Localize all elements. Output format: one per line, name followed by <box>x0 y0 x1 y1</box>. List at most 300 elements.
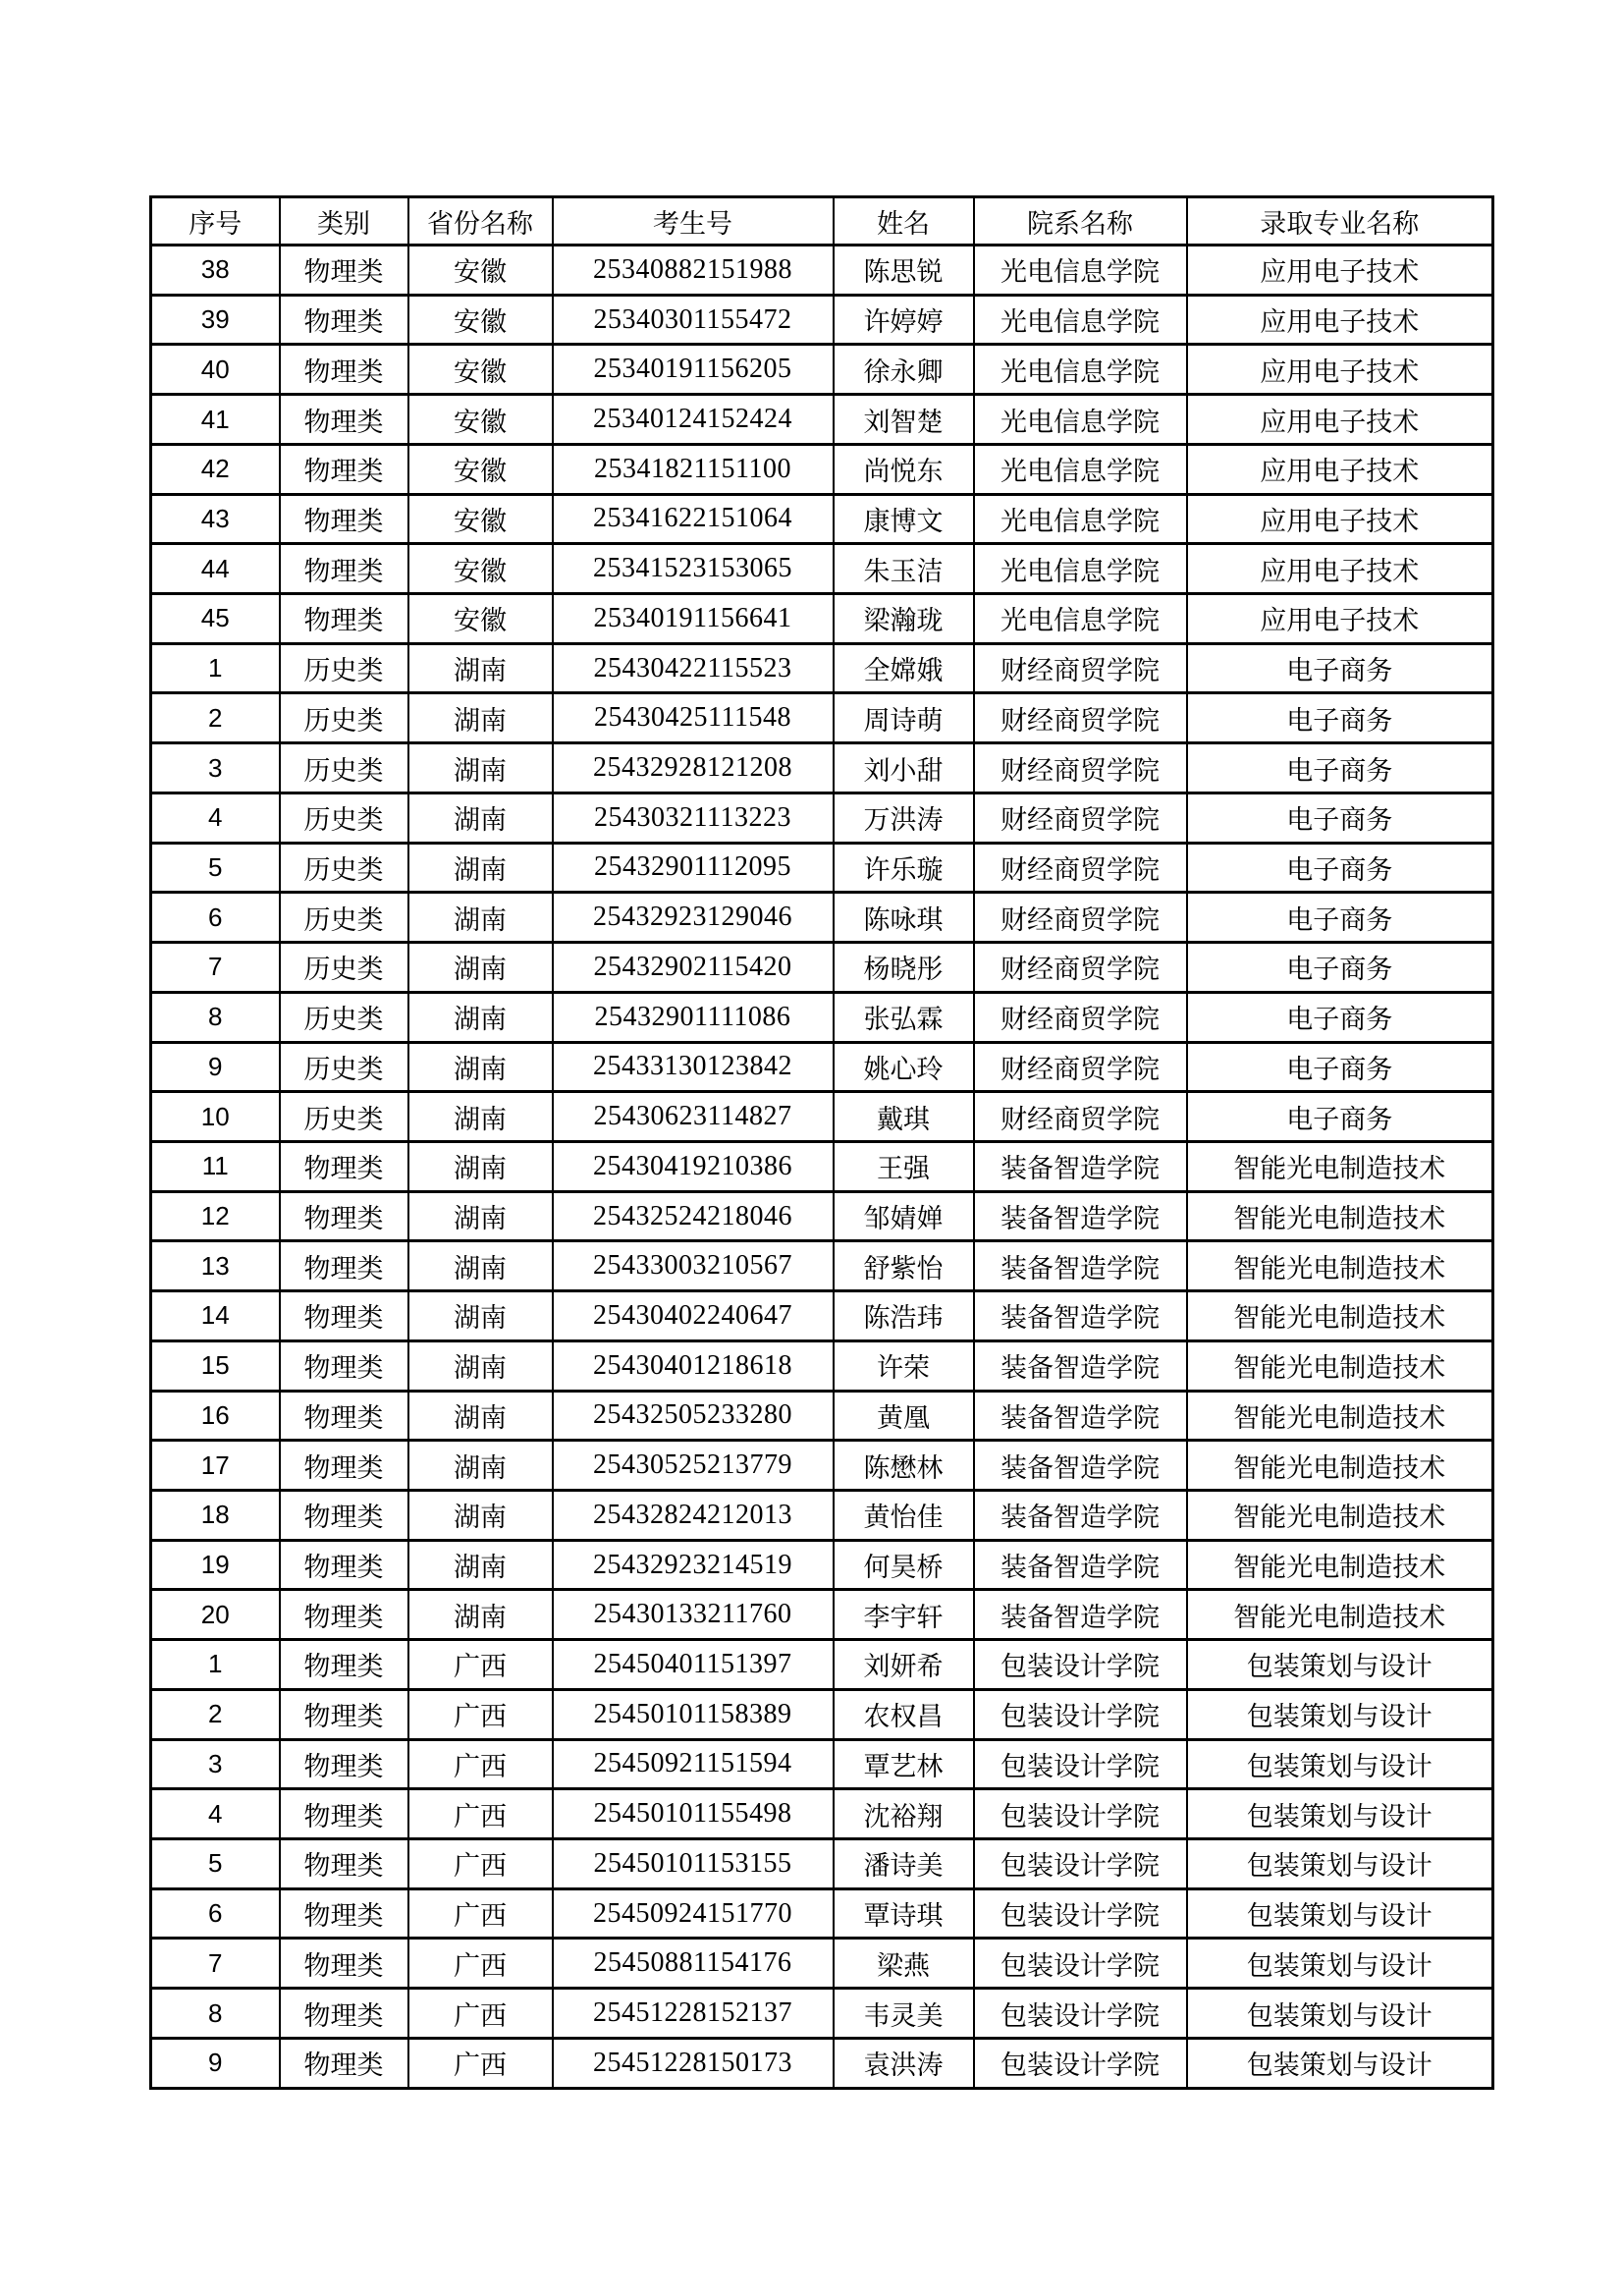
cell-serial-number: 1 <box>151 1640 280 1690</box>
cell-admitted-major: 智能光电制造技术 <box>1187 1141 1493 1191</box>
cell-serial-number: 40 <box>151 345 280 395</box>
cell-student-name: 黄凰 <box>834 1391 974 1441</box>
table-row <box>151 494 1493 544</box>
cell-province-name: 湖南 <box>408 1540 553 1590</box>
cell-category: 物理类 <box>280 2038 408 2088</box>
cell-student-name: 许乐璇 <box>834 843 974 893</box>
cell-department-name: 光电信息学院 <box>974 494 1187 544</box>
cell-candidate-number: 25450921151594 <box>553 1739 834 1789</box>
cell-category: 物理类 <box>280 1689 408 1739</box>
admission-table <box>149 195 1494 2090</box>
cell-admitted-major: 包装策划与设计 <box>1187 1789 1493 1839</box>
cell-candidate-number: 25450401151397 <box>553 1640 834 1690</box>
cell-candidate-number: 25432902115420 <box>553 943 834 993</box>
table-body <box>151 246 1493 2089</box>
column-header-student-name: 姓名 <box>834 197 974 246</box>
cell-student-name: 李宇轩 <box>834 1590 974 1640</box>
cell-province-name: 广西 <box>408 1689 553 1739</box>
cell-serial-number: 10 <box>151 1092 280 1142</box>
cell-student-name: 张弘霖 <box>834 992 974 1042</box>
cell-category: 历史类 <box>280 743 408 793</box>
column-header-admitted-major: 录取专业名称 <box>1187 197 1493 246</box>
table-row <box>151 1540 1493 1590</box>
table-row <box>151 1441 1493 1491</box>
cell-department-name: 装备智造学院 <box>974 1490 1187 1540</box>
cell-candidate-number: 25451228152137 <box>553 1989 834 2039</box>
cell-category: 历史类 <box>280 793 408 843</box>
table-row <box>151 295 1493 345</box>
table-header <box>151 197 1493 246</box>
cell-department-name: 财经商贸学院 <box>974 893 1187 943</box>
cell-candidate-number: 25432524218046 <box>553 1191 834 1241</box>
cell-department-name: 光电信息学院 <box>974 544 1187 594</box>
cell-category: 物理类 <box>280 544 408 594</box>
cell-province-name: 广西 <box>408 1989 553 2039</box>
cell-candidate-number: 25430419210386 <box>553 1141 834 1191</box>
cell-admitted-major: 应用电子技术 <box>1187 494 1493 544</box>
cell-province-name: 安徽 <box>408 444 553 494</box>
table-row <box>151 1939 1493 1989</box>
cell-candidate-number: 25341821151100 <box>553 444 834 494</box>
cell-serial-number: 15 <box>151 1340 280 1391</box>
cell-candidate-number: 25341622151064 <box>553 494 834 544</box>
cell-student-name: 尚悦东 <box>834 444 974 494</box>
table-row <box>151 943 1493 993</box>
cell-category: 物理类 <box>280 1391 408 1441</box>
cell-admitted-major: 电子商务 <box>1187 1092 1493 1142</box>
cell-category: 物理类 <box>280 246 408 296</box>
cell-department-name: 装备智造学院 <box>974 1141 1187 1191</box>
table-row <box>151 793 1493 843</box>
cell-province-name: 湖南 <box>408 1391 553 1441</box>
cell-admitted-major: 智能光电制造技术 <box>1187 1441 1493 1491</box>
table-row <box>151 1888 1493 1939</box>
table-row <box>151 1391 1493 1441</box>
cell-student-name: 陈浩玮 <box>834 1291 974 1341</box>
cell-category: 历史类 <box>280 992 408 1042</box>
cell-candidate-number: 25340191156205 <box>553 345 834 395</box>
cell-admitted-major: 包装策划与设计 <box>1187 1689 1493 1739</box>
cell-province-name: 湖南 <box>408 1092 553 1142</box>
column-header-department-name: 院系名称 <box>974 197 1187 246</box>
cell-province-name: 湖南 <box>408 793 553 843</box>
cell-candidate-number: 25432901112095 <box>553 843 834 893</box>
cell-student-name: 刘小甜 <box>834 743 974 793</box>
cell-serial-number: 12 <box>151 1191 280 1241</box>
cell-admitted-major: 智能光电制造技术 <box>1187 1340 1493 1391</box>
cell-category: 物理类 <box>280 345 408 395</box>
cell-candidate-number: 25450881154176 <box>553 1939 834 1989</box>
cell-department-name: 装备智造学院 <box>974 1391 1187 1441</box>
cell-department-name: 装备智造学院 <box>974 1441 1187 1491</box>
cell-candidate-number: 25432923214519 <box>553 1540 834 1590</box>
cell-province-name: 湖南 <box>408 1441 553 1491</box>
cell-serial-number: 4 <box>151 1789 280 1839</box>
cell-serial-number: 4 <box>151 793 280 843</box>
cell-serial-number: 2 <box>151 1689 280 1739</box>
cell-serial-number: 39 <box>151 295 280 345</box>
cell-category: 物理类 <box>280 444 408 494</box>
cell-province-name: 安徽 <box>408 494 553 544</box>
cell-category: 物理类 <box>280 1839 408 1889</box>
cell-serial-number: 16 <box>151 1391 280 1441</box>
cell-serial-number: 43 <box>151 494 280 544</box>
cell-province-name: 湖南 <box>408 992 553 1042</box>
cell-admitted-major: 包装策划与设计 <box>1187 2038 1493 2088</box>
cell-department-name: 包装设计学院 <box>974 1839 1187 1889</box>
cell-admitted-major: 应用电子技术 <box>1187 594 1493 644</box>
cell-student-name: 姚心玲 <box>834 1042 974 1092</box>
column-header-serial-number: 序号 <box>151 197 280 246</box>
cell-province-name: 湖南 <box>408 693 553 743</box>
cell-category: 物理类 <box>280 494 408 544</box>
table-row <box>151 1141 1493 1191</box>
cell-province-name: 湖南 <box>408 643 553 693</box>
cell-province-name: 安徽 <box>408 594 553 644</box>
cell-admitted-major: 包装策划与设计 <box>1187 1640 1493 1690</box>
cell-category: 物理类 <box>280 1441 408 1491</box>
cell-category: 历史类 <box>280 1092 408 1142</box>
cell-category: 物理类 <box>280 1590 408 1640</box>
cell-student-name: 许荣 <box>834 1340 974 1391</box>
cell-serial-number: 1 <box>151 643 280 693</box>
cell-serial-number: 11 <box>151 1141 280 1191</box>
cell-candidate-number: 25450101155498 <box>553 1789 834 1839</box>
cell-department-name: 装备智造学院 <box>974 1291 1187 1341</box>
cell-serial-number: 3 <box>151 1739 280 1789</box>
cell-serial-number: 38 <box>151 246 280 296</box>
cell-candidate-number: 25430422115523 <box>553 643 834 693</box>
cell-admitted-major: 应用电子技术 <box>1187 444 1493 494</box>
cell-student-name: 全嫦娥 <box>834 643 974 693</box>
cell-candidate-number: 25430425111548 <box>553 693 834 743</box>
cell-serial-number: 17 <box>151 1441 280 1491</box>
cell-province-name: 安徽 <box>408 246 553 296</box>
cell-province-name: 安徽 <box>408 295 553 345</box>
cell-department-name: 光电信息学院 <box>974 246 1187 296</box>
cell-student-name: 徐永卿 <box>834 345 974 395</box>
table-row <box>151 1291 1493 1341</box>
cell-province-name: 湖南 <box>408 1291 553 1341</box>
cell-serial-number: 7 <box>151 943 280 993</box>
cell-department-name: 装备智造学院 <box>974 1540 1187 1590</box>
cell-student-name: 许婷婷 <box>834 295 974 345</box>
cell-admitted-major: 包装策划与设计 <box>1187 1989 1493 2039</box>
cell-category: 物理类 <box>280 1939 408 1989</box>
cell-student-name: 陈咏琪 <box>834 893 974 943</box>
cell-admitted-major: 电子商务 <box>1187 1042 1493 1092</box>
cell-candidate-number: 25450101153155 <box>553 1839 834 1889</box>
cell-department-name: 财经商贸学院 <box>974 992 1187 1042</box>
cell-province-name: 湖南 <box>408 1490 553 1540</box>
cell-candidate-number: 25340191156641 <box>553 594 834 644</box>
cell-serial-number: 14 <box>151 1291 280 1341</box>
cell-province-name: 湖南 <box>408 1340 553 1391</box>
cell-serial-number: 42 <box>151 444 280 494</box>
table-row <box>151 693 1493 743</box>
cell-department-name: 财经商贸学院 <box>974 1092 1187 1142</box>
cell-province-name: 湖南 <box>408 1141 553 1191</box>
cell-category: 物理类 <box>280 1989 408 2039</box>
table-row <box>151 1839 1493 1889</box>
cell-admitted-major: 智能光电制造技术 <box>1187 1490 1493 1540</box>
cell-student-name: 舒紫怡 <box>834 1241 974 1291</box>
cell-category: 物理类 <box>280 1490 408 1540</box>
cell-category: 历史类 <box>280 643 408 693</box>
cell-department-name: 财经商贸学院 <box>974 793 1187 843</box>
cell-department-name: 装备智造学院 <box>974 1191 1187 1241</box>
cell-admitted-major: 智能光电制造技术 <box>1187 1191 1493 1241</box>
cell-province-name: 广西 <box>408 1640 553 1690</box>
cell-department-name: 光电信息学院 <box>974 345 1187 395</box>
cell-category: 物理类 <box>280 395 408 445</box>
cell-department-name: 包装设计学院 <box>974 1789 1187 1839</box>
cell-province-name: 安徽 <box>408 395 553 445</box>
cell-serial-number: 41 <box>151 395 280 445</box>
cell-student-name: 朱玉洁 <box>834 544 974 594</box>
cell-admitted-major: 智能光电制造技术 <box>1187 1590 1493 1640</box>
cell-province-name: 广西 <box>408 1739 553 1789</box>
cell-student-name: 梁瀚珑 <box>834 594 974 644</box>
cell-department-name: 光电信息学院 <box>974 395 1187 445</box>
cell-province-name: 安徽 <box>408 345 553 395</box>
cell-candidate-number: 25430402240647 <box>553 1291 834 1341</box>
cell-student-name: 康博文 <box>834 494 974 544</box>
cell-student-name: 戴琪 <box>834 1092 974 1142</box>
cell-candidate-number: 25430133211760 <box>553 1590 834 1640</box>
cell-department-name: 财经商贸学院 <box>974 643 1187 693</box>
cell-admitted-major: 应用电子技术 <box>1187 295 1493 345</box>
cell-student-name: 沈裕翔 <box>834 1789 974 1839</box>
cell-serial-number: 2 <box>151 693 280 743</box>
cell-serial-number: 8 <box>151 992 280 1042</box>
cell-serial-number: 44 <box>151 544 280 594</box>
cell-department-name: 包装设计学院 <box>974 1640 1187 1690</box>
cell-candidate-number: 25433003210567 <box>553 1241 834 1291</box>
cell-department-name: 光电信息学院 <box>974 594 1187 644</box>
cell-category: 物理类 <box>280 1191 408 1241</box>
cell-category: 物理类 <box>280 594 408 644</box>
header-row <box>151 197 1493 246</box>
cell-admitted-major: 应用电子技术 <box>1187 345 1493 395</box>
cell-candidate-number: 25430321113223 <box>553 793 834 843</box>
cell-student-name: 覃艺林 <box>834 1739 974 1789</box>
cell-serial-number: 7 <box>151 1939 280 1989</box>
table-row <box>151 246 1493 296</box>
cell-student-name: 潘诗美 <box>834 1839 974 1889</box>
cell-student-name: 刘妍希 <box>834 1640 974 1690</box>
cell-category: 物理类 <box>280 1141 408 1191</box>
cell-department-name: 包装设计学院 <box>974 1689 1187 1739</box>
cell-department-name: 装备智造学院 <box>974 1340 1187 1391</box>
cell-serial-number: 5 <box>151 1839 280 1889</box>
cell-student-name: 陈思锐 <box>834 246 974 296</box>
cell-admitted-major: 智能光电制造技术 <box>1187 1391 1493 1441</box>
cell-province-name: 广西 <box>408 1888 553 1939</box>
cell-student-name: 覃诗琪 <box>834 1888 974 1939</box>
table-row <box>151 395 1493 445</box>
cell-category: 物理类 <box>280 1789 408 1839</box>
cell-admitted-major: 包装策划与设计 <box>1187 1739 1493 1789</box>
cell-department-name: 财经商贸学院 <box>974 743 1187 793</box>
cell-student-name: 万洪涛 <box>834 793 974 843</box>
cell-candidate-number: 25340301155472 <box>553 295 834 345</box>
cell-province-name: 湖南 <box>408 1042 553 1092</box>
cell-student-name: 袁洪涛 <box>834 2038 974 2088</box>
cell-admitted-major: 电子商务 <box>1187 643 1493 693</box>
cell-category: 历史类 <box>280 693 408 743</box>
column-header-province-name: 省份名称 <box>408 197 553 246</box>
cell-province-name: 湖南 <box>408 1241 553 1291</box>
cell-student-name: 杨晓彤 <box>834 943 974 993</box>
table-row <box>151 345 1493 395</box>
cell-candidate-number: 25430525213779 <box>553 1441 834 1491</box>
cell-category: 历史类 <box>280 1042 408 1092</box>
cell-province-name: 广西 <box>408 1939 553 1989</box>
table-row <box>151 1640 1493 1690</box>
cell-province-name: 湖南 <box>408 1191 553 1241</box>
cell-category: 历史类 <box>280 893 408 943</box>
cell-admitted-major: 电子商务 <box>1187 992 1493 1042</box>
cell-candidate-number: 25432505233280 <box>553 1391 834 1441</box>
table-row <box>151 1191 1493 1241</box>
table-row <box>151 843 1493 893</box>
cell-admitted-major: 电子商务 <box>1187 843 1493 893</box>
cell-candidate-number: 25340882151988 <box>553 246 834 296</box>
cell-department-name: 包装设计学院 <box>974 1888 1187 1939</box>
cell-department-name: 包装设计学院 <box>974 2038 1187 2088</box>
table-row <box>151 1989 1493 2039</box>
cell-admitted-major: 包装策划与设计 <box>1187 1939 1493 1989</box>
table-row <box>151 1739 1493 1789</box>
table-row <box>151 594 1493 644</box>
cell-candidate-number: 25450101158389 <box>553 1689 834 1739</box>
cell-admitted-major: 应用电子技术 <box>1187 395 1493 445</box>
cell-serial-number: 6 <box>151 1888 280 1939</box>
cell-serial-number: 9 <box>151 1042 280 1092</box>
cell-student-name: 王强 <box>834 1141 974 1191</box>
cell-student-name: 陈懋林 <box>834 1441 974 1491</box>
table-row <box>151 1789 1493 1839</box>
cell-category: 物理类 <box>280 1739 408 1789</box>
cell-admitted-major: 应用电子技术 <box>1187 246 1493 296</box>
cell-admitted-major: 智能光电制造技术 <box>1187 1291 1493 1341</box>
table-row <box>151 893 1493 943</box>
cell-province-name: 湖南 <box>408 743 553 793</box>
table-row <box>151 2038 1493 2088</box>
cell-admitted-major: 电子商务 <box>1187 743 1493 793</box>
cell-province-name: 广西 <box>408 1789 553 1839</box>
cell-student-name: 邹婧婵 <box>834 1191 974 1241</box>
cell-category: 物理类 <box>280 295 408 345</box>
cell-serial-number: 9 <box>151 2038 280 2088</box>
table-row <box>151 1042 1493 1092</box>
table-row <box>151 743 1493 793</box>
cell-candidate-number: 25341523153065 <box>553 544 834 594</box>
cell-province-name: 广西 <box>408 1839 553 1889</box>
cell-province-name: 湖南 <box>408 843 553 893</box>
cell-category: 物理类 <box>280 1540 408 1590</box>
cell-serial-number: 20 <box>151 1590 280 1640</box>
table-row <box>151 1241 1493 1291</box>
cell-admitted-major: 智能光电制造技术 <box>1187 1540 1493 1590</box>
cell-student-name: 黄怡佳 <box>834 1490 974 1540</box>
cell-serial-number: 6 <box>151 893 280 943</box>
cell-province-name: 湖南 <box>408 943 553 993</box>
cell-serial-number: 18 <box>151 1490 280 1540</box>
cell-serial-number: 19 <box>151 1540 280 1590</box>
cell-department-name: 装备智造学院 <box>974 1590 1187 1640</box>
table-row <box>151 992 1493 1042</box>
cell-admitted-major: 电子商务 <box>1187 793 1493 843</box>
cell-admitted-major: 电子商务 <box>1187 693 1493 743</box>
cell-admitted-major: 应用电子技术 <box>1187 544 1493 594</box>
cell-province-name: 广西 <box>408 2038 553 2088</box>
cell-province-name: 安徽 <box>408 544 553 594</box>
cell-candidate-number: 25432901111086 <box>553 992 834 1042</box>
cell-candidate-number: 25432928121208 <box>553 743 834 793</box>
cell-student-name: 梁燕 <box>834 1939 974 1989</box>
cell-category: 物理类 <box>280 1241 408 1291</box>
cell-student-name: 何昊桥 <box>834 1540 974 1590</box>
cell-category: 物理类 <box>280 1640 408 1690</box>
table-row <box>151 1689 1493 1739</box>
cell-department-name: 包装设计学院 <box>974 1739 1187 1789</box>
table-row <box>151 544 1493 594</box>
cell-department-name: 装备智造学院 <box>974 1241 1187 1291</box>
cell-admitted-major: 智能光电制造技术 <box>1187 1241 1493 1291</box>
cell-candidate-number: 25340124152424 <box>553 395 834 445</box>
cell-serial-number: 45 <box>151 594 280 644</box>
cell-department-name: 包装设计学院 <box>974 1939 1187 1989</box>
cell-admitted-major: 包装策划与设计 <box>1187 1839 1493 1889</box>
cell-department-name: 财经商贸学院 <box>974 693 1187 743</box>
cell-candidate-number: 25432824212013 <box>553 1490 834 1540</box>
table-row <box>151 1340 1493 1391</box>
cell-serial-number: 8 <box>151 1989 280 2039</box>
cell-category: 历史类 <box>280 843 408 893</box>
cell-department-name: 光电信息学院 <box>974 295 1187 345</box>
cell-department-name: 财经商贸学院 <box>974 843 1187 893</box>
cell-admitted-major: 包装策划与设计 <box>1187 1888 1493 1939</box>
cell-serial-number: 5 <box>151 843 280 893</box>
cell-candidate-number: 25451228150173 <box>553 2038 834 2088</box>
cell-category: 物理类 <box>280 1888 408 1939</box>
cell-candidate-number: 25433130123842 <box>553 1042 834 1092</box>
cell-department-name: 财经商贸学院 <box>974 1042 1187 1092</box>
cell-serial-number: 3 <box>151 743 280 793</box>
cell-category: 历史类 <box>280 943 408 993</box>
cell-student-name: 周诗萌 <box>834 693 974 743</box>
cell-candidate-number: 25450924151770 <box>553 1888 834 1939</box>
cell-student-name: 刘智楚 <box>834 395 974 445</box>
cell-province-name: 湖南 <box>408 1590 553 1640</box>
cell-admitted-major: 电子商务 <box>1187 943 1493 993</box>
table-row <box>151 1590 1493 1640</box>
cell-department-name: 包装设计学院 <box>974 1989 1187 2039</box>
cell-department-name: 财经商贸学院 <box>974 943 1187 993</box>
column-header-candidate-number: 考生号 <box>553 197 834 246</box>
cell-candidate-number: 25430623114827 <box>553 1092 834 1142</box>
cell-candidate-number: 25432923129046 <box>553 893 834 943</box>
table-row <box>151 1490 1493 1540</box>
table-row <box>151 643 1493 693</box>
cell-department-name: 光电信息学院 <box>974 444 1187 494</box>
table-row <box>151 1092 1493 1142</box>
cell-student-name: 农权昌 <box>834 1689 974 1739</box>
cell-category: 物理类 <box>280 1340 408 1391</box>
cell-admitted-major: 电子商务 <box>1187 893 1493 943</box>
